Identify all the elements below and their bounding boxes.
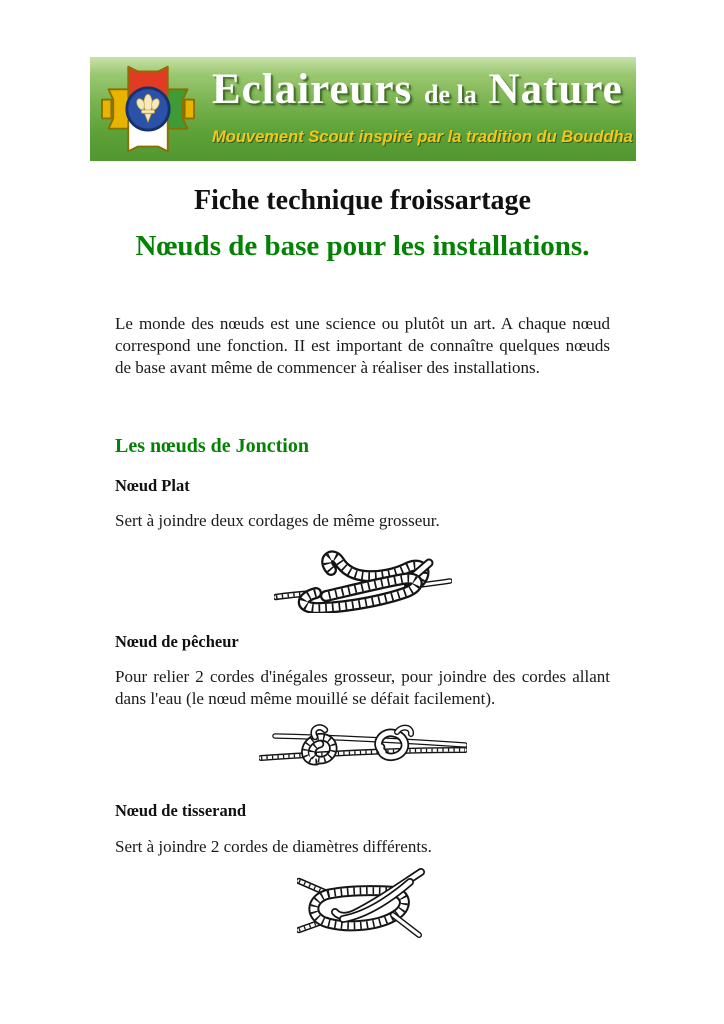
knot-description-tisserand: Sert à joindre 2 cordes de diamètres différents.	[115, 837, 432, 856]
knot-description-plat: Sert à joindre deux cordages de même grosseur.	[115, 511, 440, 530]
fisherman-knot-illustration	[259, 721, 467, 775]
knot-description-pecheur: Pour relier 2 cordes d'inégales grosseur, pour joindre des cordes allant dans l'eau (le nœud même mouillé se défait facilement).	[115, 667, 610, 708]
knot-name-tisserand: Nœud de tisserand	[115, 801, 247, 820]
banner-title	[212, 59, 630, 126]
intro-paragraph: Le monde des nœuds est une science ou plutôt un art. A chaque nœud correspond une fonction. II est important de connaître quelques nœuds de base avant même de commencer à réaliser des installations.	[115, 314, 610, 377]
section-heading-jonction: Les nœuds de Jonction	[115, 435, 309, 457]
scout-cross-logo-icon	[100, 62, 196, 156]
weaver-knot-illustration	[297, 867, 429, 943]
knot-name-pecheur: Nœud de pêcheur	[115, 632, 239, 651]
banner-texts	[212, 59, 633, 147]
banner-tagline: Mouvement Scout inspiré par la tradition du Bouddha	[212, 128, 633, 146]
banner-title-word2: de la	[424, 80, 477, 109]
document-content	[115, 185, 610, 943]
knot-name-plat: Nœud Plat	[115, 476, 190, 495]
page-title: Fiche technique froissartage	[194, 185, 531, 216]
banner-title-word1: Eclaireurs	[212, 66, 413, 113]
page-subtitle: Nœuds de base pour les installations.	[135, 230, 590, 262]
association-banner	[90, 57, 636, 161]
banner-title-word3: Nature	[488, 66, 623, 113]
square-knot-illustration	[274, 547, 452, 613]
